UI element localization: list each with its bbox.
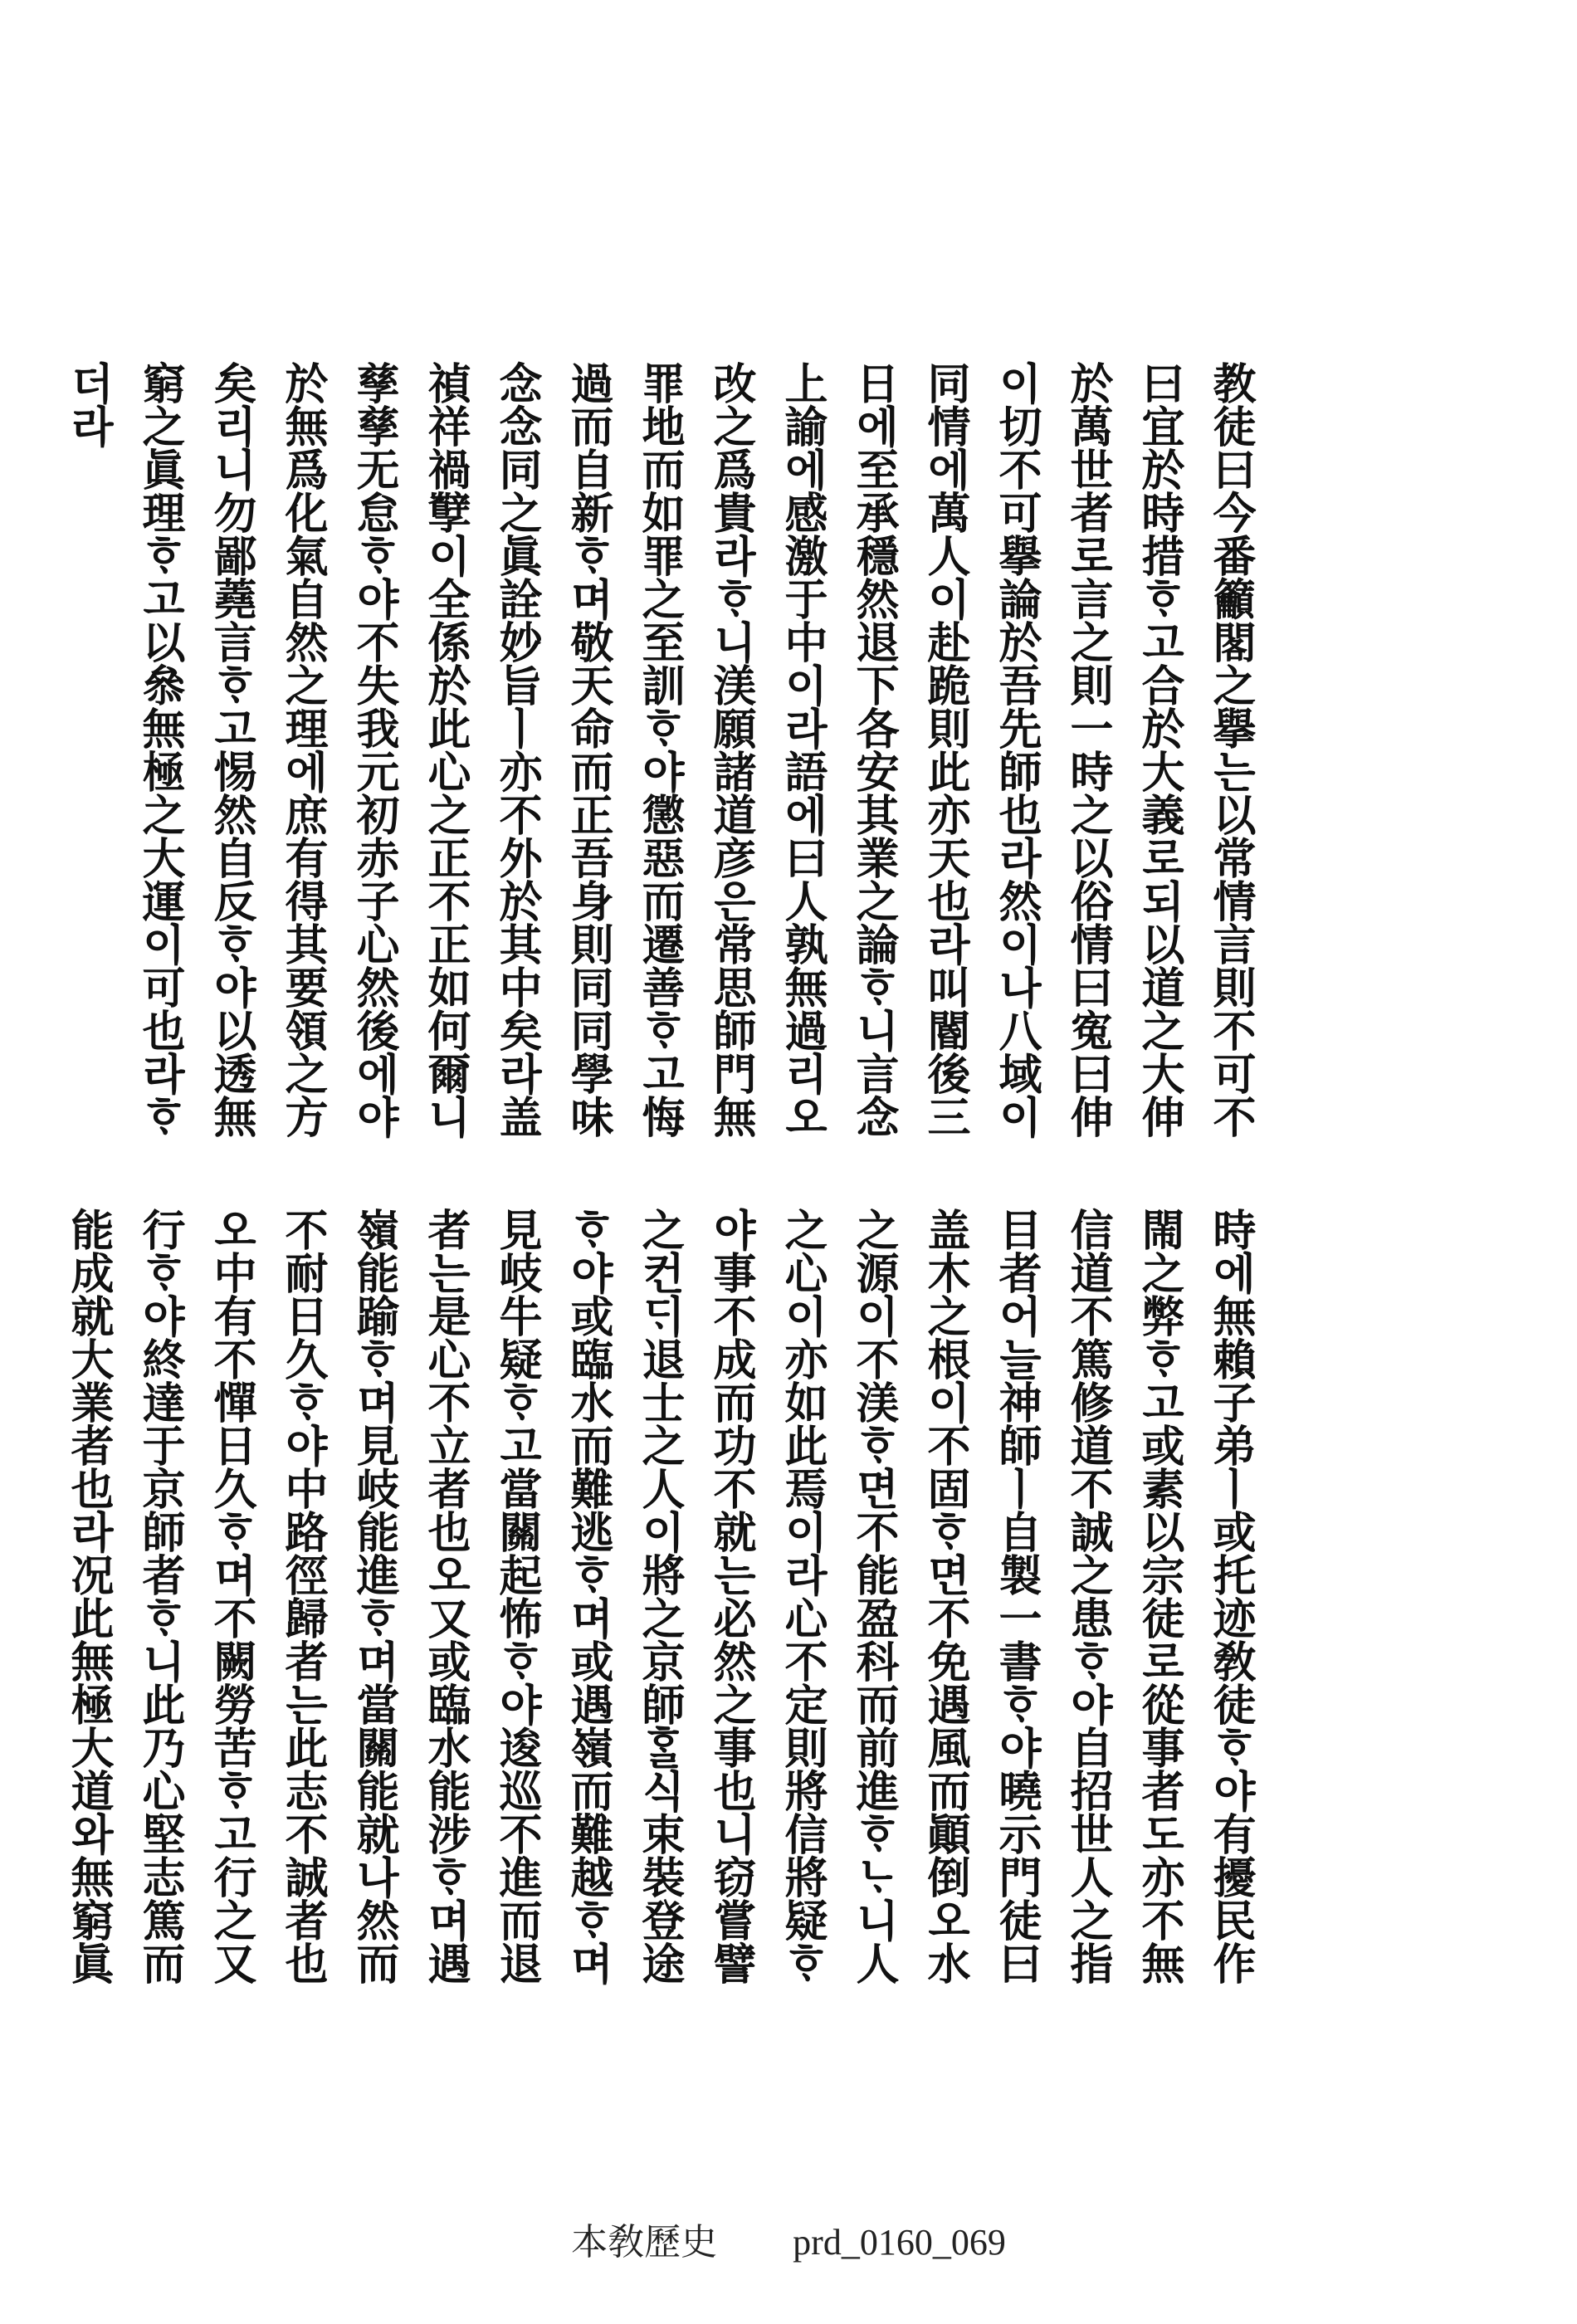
lower-text-block [63, 1208, 1262, 2004]
text-column: 於無爲化氣自然之理에庶有得其要領之方 [277, 361, 328, 1138]
text-column: 同情에萬人이赴跪則此亦天也라叫閽後三 [920, 361, 970, 1138]
text-column: 見岐牛疑ᄒᆞ고當關起怖ᄒᆞ야逡巡不進而退 [491, 1208, 542, 1985]
text-column: 時에無賴子弟ㅣ或托迹敎徒ᄒᆞ야有擾民作 [1205, 1208, 1256, 1985]
text-column: 日에至承穩然退下各安其業之論ᄒᆞ니言念 [848, 361, 899, 1138]
text-column: 盖木之根이不固ᄒᆞ면不免遇風而顚倒오水 [920, 1208, 970, 1985]
text-column: 曰宜於時措ᄒᆞ고合於大義로되以道之大伸 [1134, 361, 1184, 1138]
text-column: 之컨ᄃᆡ退士之人이將之京師ᄒᆞᆯ식束裝登途 [634, 1208, 685, 1985]
text-column: 罪地而如罪之至訓ᄒᆞ야懲惡而遷善ᄒᆞ고悔 [634, 361, 685, 1138]
text-column: ᄒᆞ야或臨水而難逃ᄒᆞ며或遇嶺而難越ᄒᆞ며 [563, 1208, 613, 1985]
text-column: 窮之眞理ᄒᆞ고以叅無極之大運이可也라ᄒᆞ [134, 361, 185, 1138]
text-column: 於萬世者로言之則一時之以俗情曰寃曰伸 [1062, 361, 1113, 1138]
page-footer [0, 2212, 1577, 2265]
text-column: 오中有不憚日久ᄒᆞ며不闕勞苦ᄒᆞ고行之又 [206, 1208, 256, 1985]
text-column: 閙之弊ᄒᆞ고或素以宗徒로從事者도亦不無 [1134, 1208, 1184, 1985]
text-column: 行ᄒᆞ야終達于京師者ᄒᆞ니此乃心堅志篤而 [134, 1208, 185, 1985]
text-column: 之心이亦如此焉이라心不定則將信將疑ᄒᆞ [777, 1208, 828, 1985]
upper-text-block [63, 361, 1262, 1158]
text-column: 不耐日久ᄒᆞ야中路徑歸者는此志不誠者也 [277, 1208, 328, 1985]
text-column: 者는是心不立者也오又或臨水能涉ᄒᆞ며遇 [420, 1208, 471, 1985]
text-column: 矣리니勿鄙蕘言ᄒᆞ고惕然自反ᄒᆞ야以透無 [206, 361, 256, 1138]
text-column: 過而自新ᄒᆞ며敬天命而正吾身則同同學味 [563, 361, 613, 1138]
text-column: 念念同之眞詮妙旨ㅣ亦不外於其中矣라盖 [491, 361, 542, 1138]
text-column: 더라 [63, 361, 114, 447]
text-column: 上諭에感激于中이라語에曰人孰無過리오 [777, 361, 828, 1138]
text-column: 야事不成而功不就는必然之事也니窃嘗譬 [706, 1208, 756, 1985]
text-column: 이切不可擧論於吾先師也라然이나八域이 [991, 361, 1042, 1138]
book-title: 本敎歷史 [571, 2222, 718, 2263]
text-column: 目者어늘神師ㅣ自製一書ᄒᆞ야曉示門徒曰 [991, 1208, 1042, 1985]
text-column: 教徒曰今番籲閣之擧는以常情言則不可不 [1205, 361, 1256, 1138]
text-column: 改之爲貴라ᄒᆞ니渼願諸道彦은常思師門無 [706, 361, 756, 1138]
text-column: 禎祥禍孼이全係於此心之正不正如何爾니 [420, 361, 471, 1138]
text-column: 信道不篤修道不誠之患ᄒᆞ야自招世人之指 [1062, 1208, 1113, 1985]
page-id: prd_0160_069 [793, 2222, 1006, 2263]
text-column: 嶺能踰ᄒᆞ며見岐能進ᄒᆞ며當關能就나然而 [349, 1208, 399, 1985]
text-column: 孳孳无怠ᄒᆞ야不失我元初赤子心然後에야 [349, 361, 399, 1138]
text-column: 之源이不渼ᄒᆞ면不能盈科而前進ᄒᆞᄂᆞ니人 [848, 1208, 899, 1985]
text-column: 能成就大業者也라况此無極大道와無窮眞 [63, 1208, 114, 1985]
